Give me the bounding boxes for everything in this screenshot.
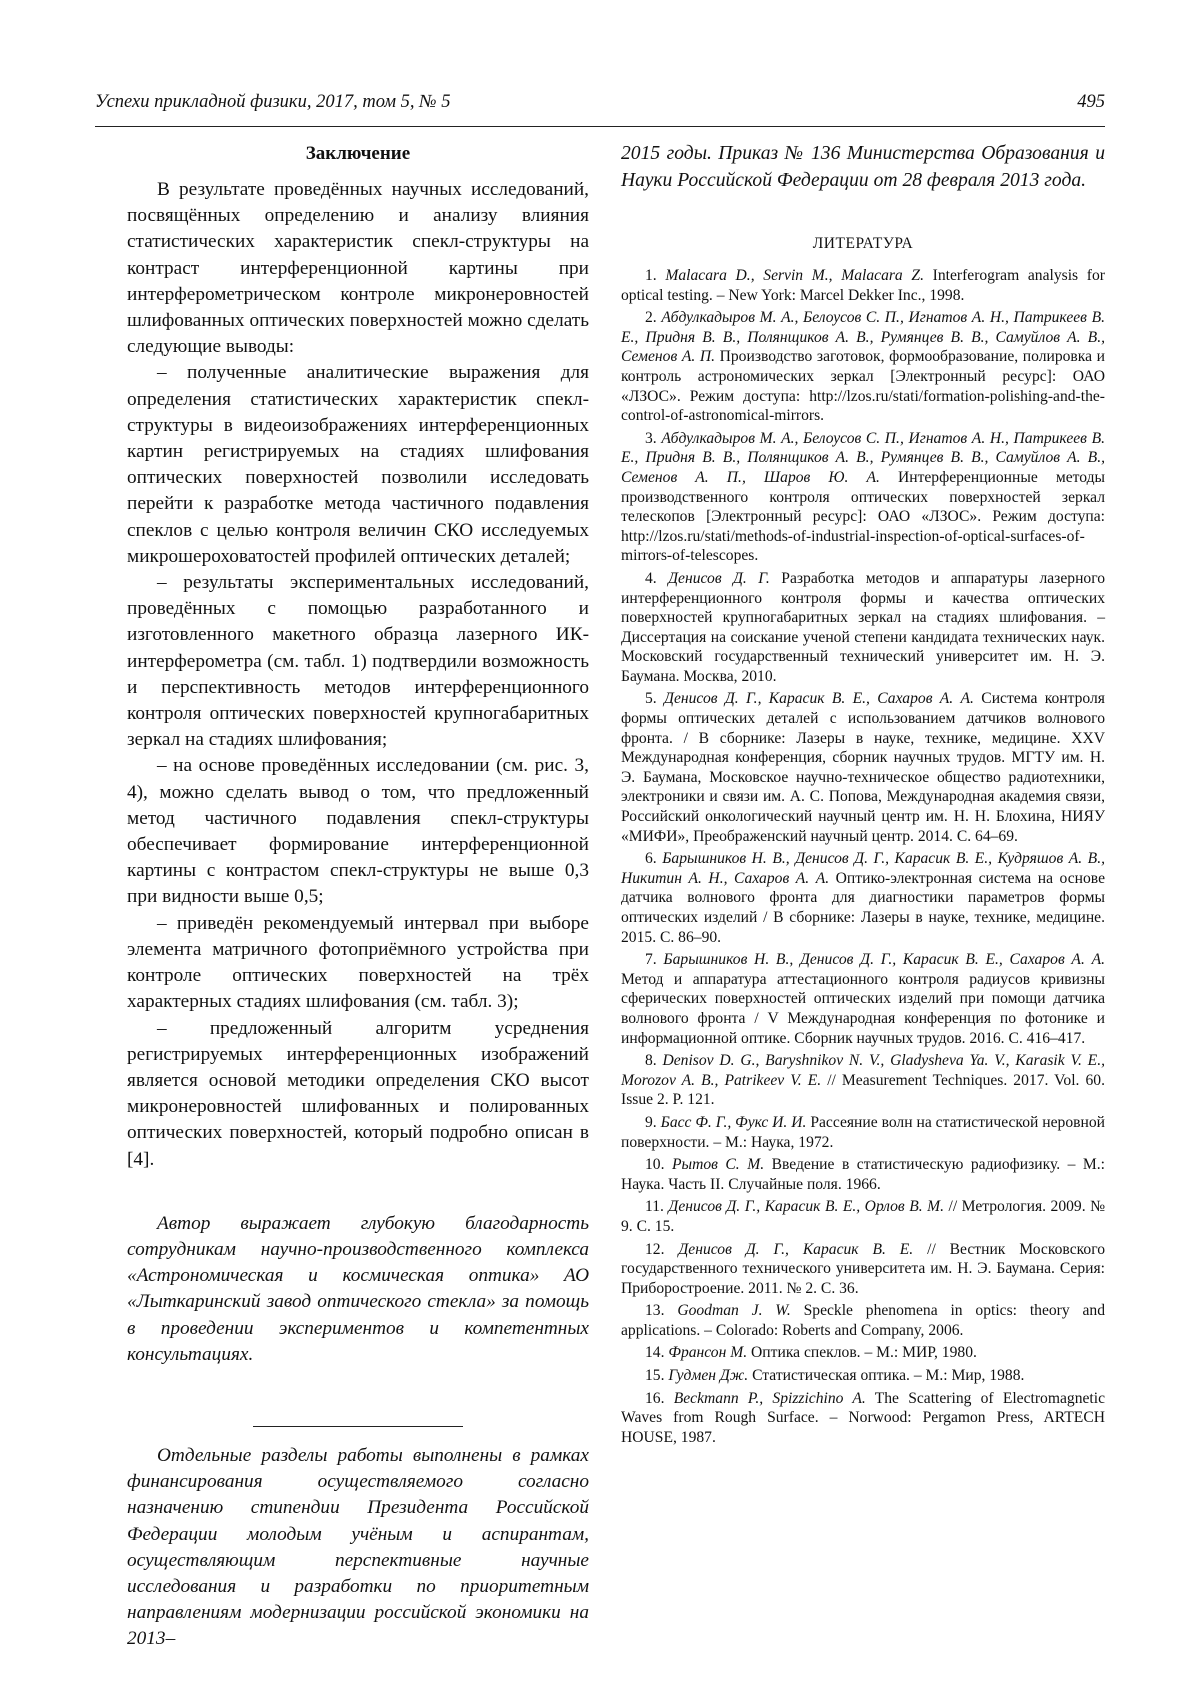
reference-authors: Абдулкадыров М. А., Белоусов С. П., Игнатов А. Н., Патрикеев В. Е., Придня В. В., Полянщиков А. В., Румянцев В. В., Самуйлов А. В., Семенов А. П. bbox=[621, 309, 1105, 366]
reference-text: Рассеяние волн на статистической неровной поверхности. – М.: Наука, 1972. bbox=[621, 1113, 1105, 1151]
reference-text: Разработка методов и аппаратуры лазерного интерференционного контроля формы и качества оптических поверхностей крупногабаритных зеркал на стадиях шлифования. – Диссертация на соискание ученой степени кандидата технических наук. Московский государственный технический университет им. Н. Э. Баумана. Москва, 2010. bbox=[621, 569, 1106, 685]
reference-number: 15. bbox=[645, 1367, 665, 1385]
page-header bbox=[95, 86, 1105, 126]
reference-number: 11. bbox=[645, 1198, 664, 1216]
reference-text: // Measurement Techniques. 2017. Vol. 60. Issue 2. P. 121. bbox=[621, 1071, 1105, 1109]
conclusion-paragraph: В результате проведённых научных исследований, посвящённых определению и анализу влияния статистических характеристик спекл-структуры на контраст интерференционной картины при интерферометрическом контроле микронеровностей шлифованных оптических поверхностей можно сделать следующие выводы: bbox=[127, 179, 589, 358]
reference-item bbox=[621, 689, 1105, 846]
reference-item bbox=[621, 429, 1105, 566]
reference-item bbox=[621, 308, 1105, 426]
funding-note: Отдельные разделы работы выполнены в рамках финансирования осуществляемого согласно назначению стипендии Президента Российской Федерации молодым учёным и аспирантам, осуществляющим перспективные научные исследования и разработки по приоритетным направлениям модернизации российской экономики на 2013– bbox=[127, 1444, 589, 1650]
reference-text: The Scattering of Electromagnetic Waves from Rough Surface. – Norwood: Pergamon Press, ARTECH HOUSE, 1987. bbox=[621, 1389, 1105, 1446]
reference-authors: Барышников Н. В., Денисов Д. Г., Карасик В. Е., Кудряшов А. В., Никитин А. Н., Сахаров А. А. bbox=[621, 850, 1106, 887]
reference-authors: Denisov D. G., Baryshnikov N. V., Gladysheva Ya. V., Karasik V. E., Morozov A. B., Patrikeev V. E. bbox=[621, 1052, 1105, 1089]
reference-authors: Рытов С. М. bbox=[672, 1156, 765, 1174]
reference-text: Интерференционные методы производственного контроля оптических поверхностей зеркал телескопов [Электронный ресурс]: ОАО «ЛЗОС». Режим доступа: http://lzos.ru/stati/methods-of-industrial-inspection-of-optical-surfaces-of-mirrors-of-telescopes. bbox=[621, 468, 1105, 565]
conclusion-item: – предложенный алгоритм усреднения регистрируемых интерференционных изображений является основой методики определения СКО высот микронеровностей шлифованных и полированных оптических поверхностей, который подробно описан в [4]. bbox=[127, 1017, 589, 1170]
conclusion-item: – результаты экспериментальных исследований, проведённых с помощью разработанного и изготовленного макетного образца лазерного ИК-интерферометра (см. табл. 1) подтвердили возможность и перспективность методов интерференционного контроля оптических поверхностей крупногабаритных зеркал на стадиях шлифования; bbox=[127, 572, 589, 751]
reference-authors: Денисов Д. Г., Карасик В. Е., Сахаров А. А. bbox=[664, 690, 974, 708]
reference-text: Оптико-электронная система на основе датчика волнового фронта для диагностики параметров формы оптических изделий / В сборнике: Лазеры в науке, технике, медицине. 2015. С. 86–90. bbox=[621, 869, 1105, 946]
reference-authors: Денисов Д. Г. bbox=[668, 569, 770, 587]
reference-item bbox=[621, 1197, 1105, 1236]
reference-item bbox=[621, 1389, 1105, 1448]
reference-text: Система контроля формы оптических деталей с использованием датчиков волнового фронта. / В сборнике: Лазеры в науке, технике, медицине. XXV Международная конференция, сборник научных трудов. МГТУ им. Н. Э. Баумана, Московское научно-техническое общество радиотехники, электроники и связи им. А. С. Попова, Международная академия связи, Российский онкологический научный центр им. Н. Н. Блохина, НИЯУ «МИФИ», Преображенский научный центр. 2014. С. 64–69. bbox=[621, 690, 1105, 845]
page-number: 495 bbox=[1077, 92, 1105, 112]
conclusion-item: – приведён рекомендуемый интервал при выборе элемента матричного фотоприёмного устройства при контроле оптических поверхностей на трёх характерных стадиях шлифования (см. табл. 3); bbox=[127, 912, 589, 1013]
reference-authors: Басс Ф. Г., Фукс И. И. bbox=[660, 1113, 807, 1131]
reference-authors: Барышников Н. В., Денисов Д. Г., Карасик В. Е., Сахаров А. А. bbox=[663, 951, 1105, 969]
references-title: ЛИТЕРАТУРА bbox=[812, 235, 914, 252]
funding-note-continuation: 2015 годы. Приказ № 136 Министерства Образования и Науки Российской Федерации от 28 февраля 2013 года. bbox=[621, 143, 1105, 191]
reference-item bbox=[621, 1301, 1105, 1340]
reference-number: 7. bbox=[645, 951, 657, 969]
header-rule bbox=[95, 126, 1105, 127]
reference-text: Interferogram analysis for optical testing. – New York: Marcel Dekker Inc., 1998. bbox=[621, 267, 1105, 304]
reference-text: // Вестник Московского государственного технического университета им. Н. Э. Баумана. Серия: Приборостроение. 2011. № 2. С. 36. bbox=[621, 1240, 1105, 1297]
reference-item bbox=[621, 1051, 1105, 1110]
reference-authors: Денисов Д. Г., Карасик В. Е., Орлов В. М. bbox=[668, 1198, 945, 1216]
left-column bbox=[127, 140, 589, 1653]
reference-text: Метод и аппаратура аттестационного контроля радиусов кривизны сферических поверхностей оптических изделий при помощи датчика волнового фронта / V Международная конференция по фотонике и информационной оптике. Сборник научных трудов. 2016. С. 416–417. bbox=[621, 970, 1105, 1047]
reference-authors: Абдулкадыров М. А., Белоусов С. П., Игнатов А. Н., Патрикеев В. Е., Придня В. В., Полянщиков А. В., Румянцев В. В., Самуйлов А. В., Семенов А. П., Шаров Ю. А. bbox=[621, 429, 1105, 486]
reference-number: 14. bbox=[645, 1344, 665, 1362]
reference-item bbox=[621, 1343, 1105, 1363]
reference-number: 2. bbox=[645, 309, 657, 327]
reference-text: // Метрология. 2009. № 9. С. 15. bbox=[621, 1198, 1105, 1235]
conclusion-item: – полученные аналитические выражения для определения статистических характеристик спекл-структуры в видеоизображениях интерференционных картин регистрируемых на стадиях шлифования оптических поверхностей позволили исследовать перейти к разработке метода частичного подавления спеклов с целью контроля величин СКО исследуемых микрошероховатостей профилей оптических деталей; bbox=[127, 362, 589, 567]
reference-authors: Гудмен Дж. bbox=[668, 1367, 749, 1385]
reference-number: 16. bbox=[645, 1389, 665, 1407]
reference-item bbox=[621, 1366, 1105, 1386]
reference-list bbox=[621, 266, 1105, 1447]
reference-authors: Goodman J. W. bbox=[677, 1302, 791, 1320]
reference-item bbox=[621, 569, 1105, 687]
footnote-separator bbox=[253, 1426, 463, 1427]
reference-number: 6. bbox=[645, 850, 657, 868]
reference-item bbox=[621, 266, 1105, 305]
reference-number: 13. bbox=[645, 1302, 665, 1320]
reference-item bbox=[621, 1240, 1105, 1299]
reference-item bbox=[621, 1113, 1105, 1152]
conclusion-item: – на основе проведённых исследовании (см. рис. 3, 4), можно сделать вывод о том, что предложенный метод частичного подавления спекл-структуры обеспечивает формирование интерференционной картины с контрастом спекл-структуры не выше 0,3 при видности выше 0,5; bbox=[127, 755, 589, 908]
reference-item bbox=[621, 1155, 1105, 1194]
reference-text: Производство заготовок, формообразование, полировка и контроль астрономических зеркал [Электронный ресурс]: ОАО «ЛЗОС». Режим доступа: http://lzos.ru/stati/formation-polishing-and-the-control-of-astronomical-mirrors. bbox=[621, 348, 1105, 425]
reference-number: 1. bbox=[645, 267, 657, 284]
reference-number: 9. bbox=[645, 1113, 657, 1131]
journal-title: Успехи прикладной физики, 2017, том 5, № 5 bbox=[95, 92, 451, 112]
reference-number: 12. bbox=[645, 1240, 665, 1258]
reference-item bbox=[621, 849, 1105, 947]
reference-number: 5. bbox=[645, 690, 657, 708]
reference-text: Введение в статистическую радиофизику. – М.: Наука. Часть II. Случайные поля. 1966. bbox=[621, 1156, 1105, 1193]
reference-number: 4. bbox=[645, 569, 657, 587]
reference-text: Speckle phenomena in optics: theory and applications. – Colorado: Roberts and Company, 2006. bbox=[621, 1302, 1105, 1339]
right-column bbox=[621, 140, 1105, 1450]
reference-authors: Beckmann P., Spizzichino A. bbox=[673, 1389, 866, 1407]
reference-number: 10. bbox=[645, 1156, 665, 1174]
reference-item bbox=[621, 950, 1105, 1048]
reference-authors: Денисов Д. Г., Карасик В. Е. bbox=[678, 1240, 914, 1258]
reference-text: Статистическая оптика. – М.: Мир, 1988. bbox=[752, 1367, 1025, 1385]
reference-number: 3. bbox=[645, 429, 657, 447]
reference-text: Оптика спеклов. – М.: МИР, 1980. bbox=[751, 1344, 977, 1362]
acknowledgement: Автор выражает глубокую благодарность сотрудникам научно-производственного комплекса «Астрономическая и космическая оптика» АО «Лыткаринский завод оптического стекла» за помощь в проведении экспериментов и компетентных консультациях. bbox=[127, 1212, 589, 1365]
reference-number: 8. bbox=[645, 1052, 657, 1070]
reference-authors: Malacara D., Servin M., Malacara Z. bbox=[665, 267, 924, 284]
section-title: Заключение bbox=[305, 143, 411, 164]
reference-authors: Франсон М. bbox=[668, 1344, 748, 1362]
